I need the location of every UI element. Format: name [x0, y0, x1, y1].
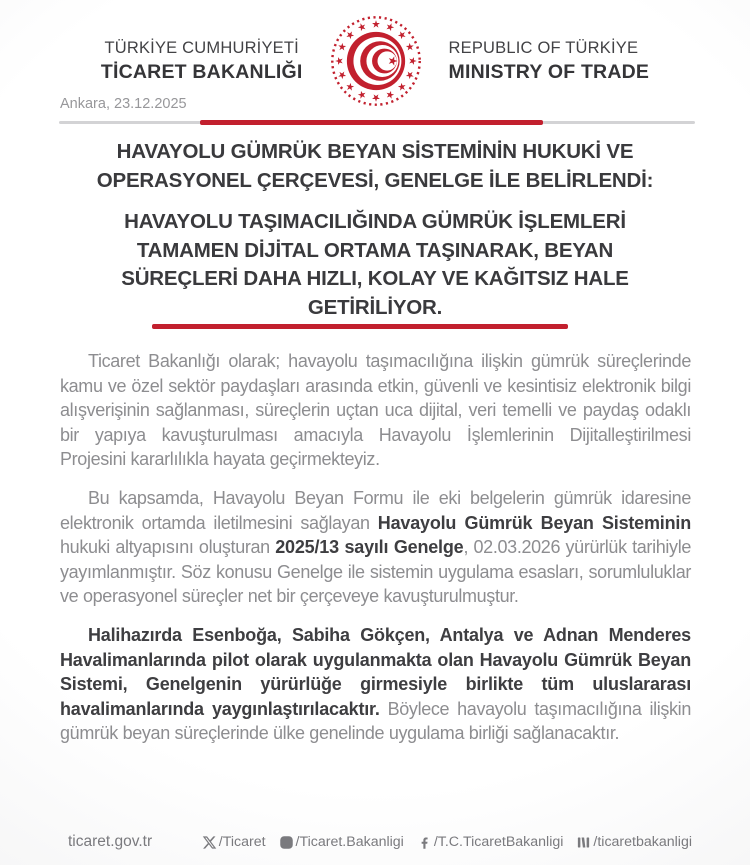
dateline: Ankara, 23.12.2025	[60, 96, 187, 112]
social-handles	[202, 834, 692, 850]
body-paragraph-2: Bu kapsamda, Havayolu Beyan Formu ile eki belgelerin gümrük idaresine elektronik ortamda iletilmesini sağlayan Havayolu Gümrük Beyan Sisteminin hukuki altyapısını oluşturan 2025/13 sayılı Genelge, 02.03.2026 yürürlük tarihiyle yayımlanmıştır. Söz konusu Genelge ile sistemin uygulama esasları, sorumluluklar ve operasyonel süreçler net bir çerçeveye kavuşturulmuştur.	[60, 487, 691, 607]
divider-red-segment	[200, 120, 543, 125]
social-handle-x: /Ticaret	[218, 834, 266, 850]
social-handle-facebook: /T.C.TicaretBakanligi	[433, 834, 564, 850]
org-name-turkish	[101, 38, 303, 85]
social-item-instagram	[279, 834, 404, 850]
org-name-english	[449, 38, 650, 85]
org-ministry-en: MINISTRY OF TRADE	[448, 61, 650, 84]
org-country-tr: TÜRKİYE CUMHURİYETİ	[104, 38, 299, 57]
social-handle-nsosyal: /ticaretbakanligi	[593, 834, 692, 850]
social-item-nsosyal	[576, 834, 692, 850]
divider-line	[59, 121, 695, 124]
ministry-of-trade-emblem-icon	[329, 14, 423, 108]
org-ministry-tr: TİCARET BAKANLIĞI	[100, 61, 303, 84]
social-item-facebook	[417, 834, 564, 850]
body-paragraph-3: Halihazırda Esenboğa, Sabiha Gökçen, Antalya ve Adnan Menderes Havalimanlarında pilot olarak uygulanmakta olan Havayolu Gümrük Beyan Sistemi, Genelgenin yürürlüğe girmesiyle birlikte tüm uluslararası havalimanlarında yaygınlaştırılacaktır. Böylece havayolu taşımacılığına ilişkin gümrük beyan süreçlerinde ülke genelinde uygulama birliği sağlanacaktır.	[60, 624, 691, 744]
footer	[60, 833, 692, 851]
website-url: ticaret.gov.tr	[68, 833, 153, 850]
header	[0, 14, 750, 108]
social-handle-instagram: /Ticaret.Bakanligi	[295, 834, 404, 850]
facebook-icon	[417, 835, 432, 850]
body-copy	[60, 349, 691, 760]
headline-primary: HAVAYOLU GÜMRÜK BEYAN SİSTEMİNİN HUKUKİ VE OPERASYONEL ÇERÇEVESİ, GENELGE İLE BELİRLENDİ:	[96, 140, 654, 192]
instagram-icon	[279, 835, 294, 850]
body-paragraph-1: Ticaret Bakanlığı olarak; havayolu taşımacılığına ilişkin gümrük süreçlerinde kamu ve özel sektör paydaşları arasında etkin, güvenli ve kesintisiz elektronik bilgi alışverişinin sağlanması, süreçlerin uçtan uca dijital, veri temelli ve paydaş odaklı bir yapıya kavuşturulması amacıyla Havayolu İşlemlerinin Dijitalleştirilmesi Projesini kararlılıkla hayata geçirmekteyiz.	[60, 351, 691, 470]
x-icon	[202, 835, 217, 850]
headline-underline	[152, 324, 568, 329]
org-country-en: REPUBLIC OF TÜRKİYE	[448, 38, 639, 57]
headline-secondary: HAVAYOLU TAŞIMACILIĞINDA GÜMRÜK İŞLEMLERİ TAMAMEN DİJİTAL ORTAMA TAŞINARAK, BEYAN SÜREÇLERİ DAHA HIZLI, KOLAY VE KAĞITSIZ HALE GETİRİLİYOR.	[121, 210, 629, 319]
social-item-x	[202, 834, 266, 850]
nsosyal-icon	[576, 835, 591, 850]
